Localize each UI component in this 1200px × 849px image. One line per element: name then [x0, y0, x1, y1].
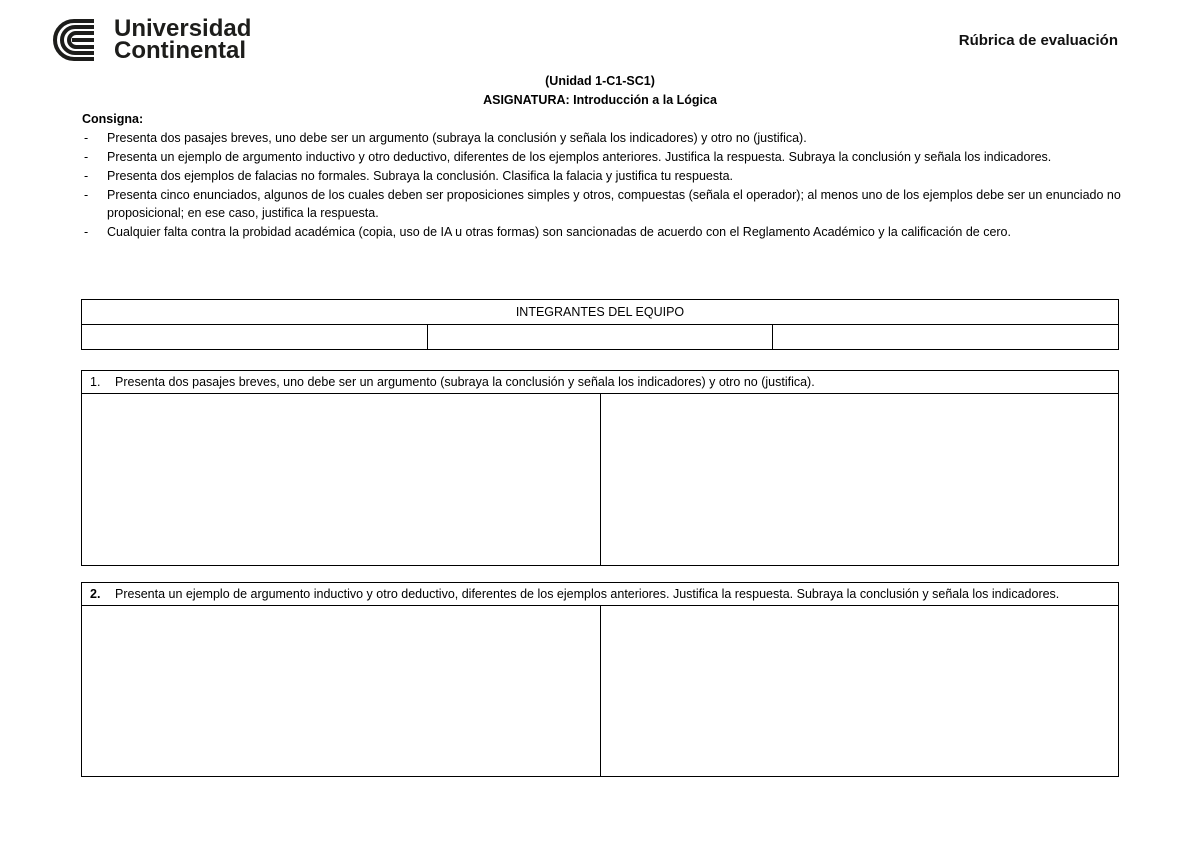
team-member-cell[interactable] [82, 325, 428, 350]
list-dash: - [84, 188, 89, 202]
question-2-header [82, 583, 1119, 606]
team-member-cell[interactable] [773, 325, 1119, 350]
consigna-heading: Consigna: [82, 112, 144, 126]
unit-title: (Unidad 1-C1-SC1) [545, 74, 655, 88]
question-2-block [81, 582, 1119, 777]
team-header: INTEGRANTES DEL EQUIPO [82, 300, 1119, 325]
question-1-answer-left[interactable] [82, 394, 601, 566]
consigna-item-text: Cualquier falta contra la probidad académica (copia, uso de IA u otras formas) son sancionadas de acuerdo con el Reglamento Académico y la calificación de cero. [107, 225, 1011, 239]
list-dash: - [84, 225, 89, 239]
consigna-item-text: Presenta cinco enunciados, algunos de los cuales deben ser proposiciones simples y otros, compuestas (señala el operador); al menos uno de los ejemplos debe ser un enunciado no proposicional; en ese caso, justifica la respuesta. [107, 188, 1121, 220]
university-name-line1: Universidad [114, 15, 252, 42]
consigna-item [82, 186, 1122, 222]
question-1-header [82, 371, 1119, 394]
consigna-item-text: Presenta un ejemplo de argumento inductivo y otro deductivo, diferentes de los ejemplos anteriores. Justifica la respuesta. Subraya la conclusión y señala los indicadores. [107, 150, 1052, 164]
consigna-item-text: Presenta dos ejemplos de falacias no formales. Subraya la conclusión. Clasifica la falacia y justifica tu respuesta. [107, 169, 734, 183]
consigna-item [82, 129, 1122, 147]
question-1-answer-right[interactable] [600, 394, 1119, 566]
question-1-text: Presenta dos pasajes breves, uno debe ser un argumento (subraya la conclusión y señala los indicadores) y otro no (justifica). [115, 375, 815, 389]
document-type-label: Rúbrica de evaluación [958, 32, 1118, 49]
document-titles [0, 72, 1200, 110]
question-2-answer-right[interactable] [600, 606, 1119, 777]
team-member-cell[interactable] [427, 325, 773, 350]
list-dash: - [84, 150, 89, 164]
university-name [114, 15, 252, 64]
consigna-item [82, 223, 1122, 241]
consigna-item [82, 148, 1122, 166]
team-members-table [81, 299, 1119, 350]
university-name-line2: Continental [114, 37, 246, 64]
consigna-section [82, 110, 1122, 242]
consigna-list [82, 129, 1122, 241]
university-logo-icon [50, 17, 106, 63]
university-logo [50, 16, 251, 64]
subject-title: ASIGNATURA: Introducción a la Lógica [483, 93, 717, 107]
consigna-item [82, 167, 1122, 185]
question-2-answer-left[interactable] [82, 606, 601, 777]
question-1-block [81, 370, 1119, 566]
question-2-text: Presenta un ejemplo de argumento inductivo y otro deductivo, diferentes de los ejemplos anteriores. Justifica la respuesta. Subraya la conclusión y señala los indicadores. [115, 587, 1060, 601]
list-dash: - [84, 169, 89, 183]
list-dash: - [84, 131, 89, 145]
consigna-item-text: Presenta dos pasajes breves, uno debe ser un argumento (subraya la conclusión y señala los indicadores) y otro no (justifica). [107, 131, 807, 145]
question-1-number: 1. [90, 375, 101, 389]
question-2-number: 2. [90, 587, 101, 601]
